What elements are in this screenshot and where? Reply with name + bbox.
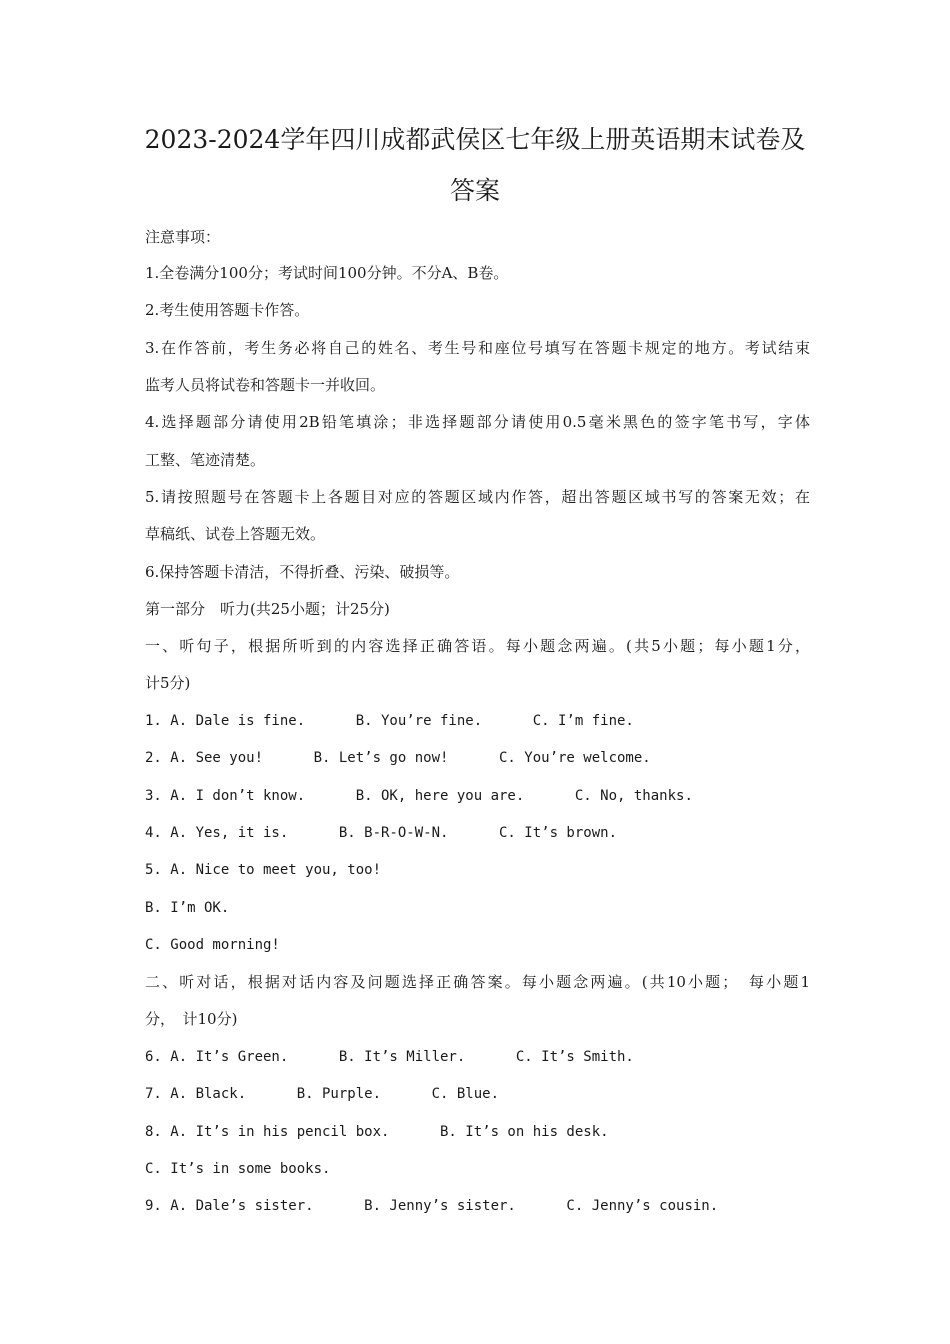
- notice-heading: 注意事项：: [145, 228, 221, 246]
- document-title-line-1: 2023-2024学年四川成都武侯区七年级上册英语期末试卷及: [144, 125, 806, 154]
- part-one-heading: 第一部分 听力(共25小题；计25分): [145, 600, 390, 618]
- section-one-instruction-cont: 计5分): [145, 674, 191, 692]
- section-one-instruction: 一、听句子，根据所听到的内容选择正确答语。每小题念两遍。(共5小题；每小题1分，: [145, 637, 810, 655]
- question-2: 2. A. See you! B. Let’s go now! C. You’re welcome.: [145, 750, 651, 766]
- question-4: 4. A. Yes, it is. B. B-R-O-W-N. C. It’s brown.: [145, 825, 618, 841]
- question-9: 9. A. Dale’s sister. B. Jenny’s sister. C. Jenny’s cousin.: [145, 1198, 719, 1214]
- question-5-option-a: 5. A. Nice to meet you, too!: [145, 862, 382, 878]
- notice-item-1: 1.全卷满分100分；考试时间100分钟。不分A、B卷。: [145, 264, 509, 282]
- question-8-options-ab: 8. A. It’s in his pencil box. B. It’s on his desk.: [145, 1124, 609, 1140]
- notice-item-5-cont: 草稿纸、试卷上答题无效。: [145, 525, 326, 543]
- notice-item-5: 5.请按照题号在答题卡上各题目对应的答题区域内作答，超出答题区域书写的答案无效；在: [145, 488, 810, 506]
- section-two-instruction: 二、听对话，根据对话内容及问题选择正确答案。每小题念两遍。(共10小题； 每小题1: [145, 973, 810, 991]
- notice-item-3: 3.在作答前，考生务必将自己的姓名、考生号和座位号填写在答题卡规定的地方。考试结束: [145, 339, 810, 357]
- question-7: 7. A. Black. B. Purple. C. Blue.: [145, 1086, 500, 1102]
- question-8-option-c: C. It’s in some books.: [145, 1161, 331, 1177]
- notice-item-3-cont: 监考人员将试卷和答题卡一并收回。: [145, 376, 386, 394]
- question-5-option-b: B. I’m OK.: [145, 900, 230, 916]
- question-6: 6. A. It’s Green. B. It’s Miller. C. It’s Smith.: [145, 1049, 634, 1065]
- notice-item-4: 4.选择题部分请使用2B铅笔填涂；非选择题部分请使用0.5毫米黑色的签字笔书写，字体: [145, 413, 810, 431]
- notice-item-6: 6.保持答题卡清洁，不得折叠、污染、破损等。: [145, 563, 460, 581]
- notice-item-4-cont: 工整、笔迹清楚。: [145, 451, 266, 469]
- section-two-instruction-cont: 分， 计10分): [145, 1010, 238, 1028]
- document-title-line-2: 答案: [449, 176, 500, 205]
- question-1: 1. A. Dale is fine. B. You’re fine. C. I’m fine.: [145, 713, 634, 729]
- question-3: 3. A. I don’t know. B. OK, here you are. C. No, thanks.: [145, 788, 693, 804]
- notice-item-2: 2.考生使用答题卡作答。: [145, 301, 310, 319]
- question-5-option-c: C. Good morning!: [145, 937, 280, 953]
